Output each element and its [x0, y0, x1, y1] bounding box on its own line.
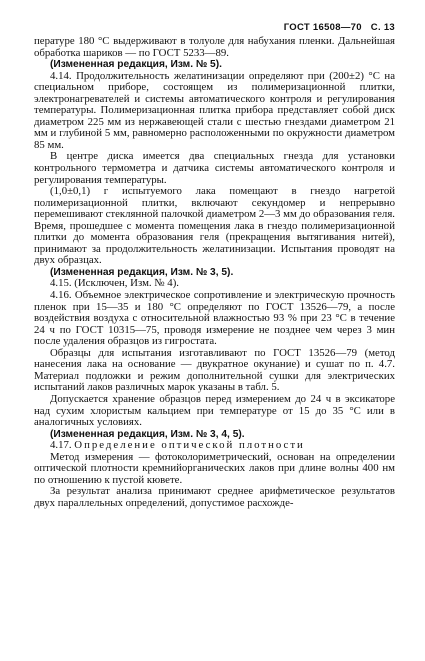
revision-note: (Измененная редакция, Изм. № 5). — [50, 59, 222, 71]
paragraph-4-14: 4.14. Продолжительность желатинизации определяют при (200±2) °С на специальном приборе, состоящем из полимеризационной плитки, электронагревателей и системы автоматического контроля и регулирования температуры. Полимеризационная плитка прибора представляет собой диск диаметром 225 мм из нержавеющей стали с шестью гнездами диаметром 21 мм и глубиной 5 мм, равномерно расположенными по окружности диаметром 85 мм. — [34, 69, 395, 151]
page-header — [278, 22, 395, 33]
revision-note: (Измененная редакция, Изм. № 3, 4, 5). — [50, 428, 245, 440]
paragraph-method: Метод измерения — фотоколориметрический, основан на определении оптической плотности кремнийорганических лаков при длине волны 400 нм по отношению к пустой кювете. — [34, 450, 395, 486]
section-heading-4-17 — [34, 440, 395, 452]
section-title: Определение оптической плотности — [74, 439, 305, 452]
paragraph-storage: Допускается хранение образцов перед измерением до 24 ч в эксикаторе над сухим хлористым кальцием при температуре от 15 до 35 °С или в аналогичных условиях. — [34, 392, 395, 429]
standard-code: ГОСТ 16508—70 — [283, 22, 362, 33]
body-text — [34, 36, 395, 509]
paragraph-procedure: (1,0±0,1) г испытуемого лака помещают в гнездо нагретой полимеризационной плитки, включают секундомер и непрерывно перемешивают стеклянной палочкой диаметром 2—3 мм до образования геля. Время, прошедшее с момента помещения лака в гнездо полимеризационной плитки до момента образования геля (прекращения вытягивания нитей), принимают за продолжительность желатинизации. Испытания проводят на двух образцах. — [34, 185, 395, 267]
paragraph-samples: Образцы для испытания изготавливают по ГОСТ 13526—79 (метод нанесения лака на основание — двукратное окунание) и сушат по п. 4.7. Материал подложки и режим дополнительной сушки для электрических испытаний лаков различных марок указаны в табл. 5. — [34, 346, 395, 394]
section-number: 4.17. — [50, 439, 72, 452]
paragraph-disk-center: В центре диска имеется два специальных гнезда для установки контрольного термометра и датчика системы автоматического контроля и регулирования температуры. — [34, 150, 395, 186]
paragraph-continuation: пературе 180 °С выдерживают в толуоле для набухания пленки. Дальнейшая обработка шариков — по ГОСТ 5233—89. — [34, 35, 395, 59]
revision-note: (Измененная редакция, Изм. № 3, 5). — [50, 266, 234, 278]
page-number: С. 13 — [370, 22, 395, 33]
paragraph-result: За результат анализа принимают среднее арифметическое результатов двух параллельных определений, допустимое расхожде- — [34, 485, 395, 509]
paragraph-4-15: 4.15. (Исключен, Изм. № 4). — [50, 277, 179, 290]
paragraph-4-16: 4.16. Объемное электрическое сопротивление и электрическую прочность пленок при 15—35 и 180 °С определяют по ГОСТ 13526—79, а после воздействия воздуха с относительной влажностью 93 % при 23 °С в течение 24 ч по ГОСТ 10315—75, проводя измерение не позднее чем через 3 мин после удаления образцов из гигростата. — [34, 289, 395, 348]
